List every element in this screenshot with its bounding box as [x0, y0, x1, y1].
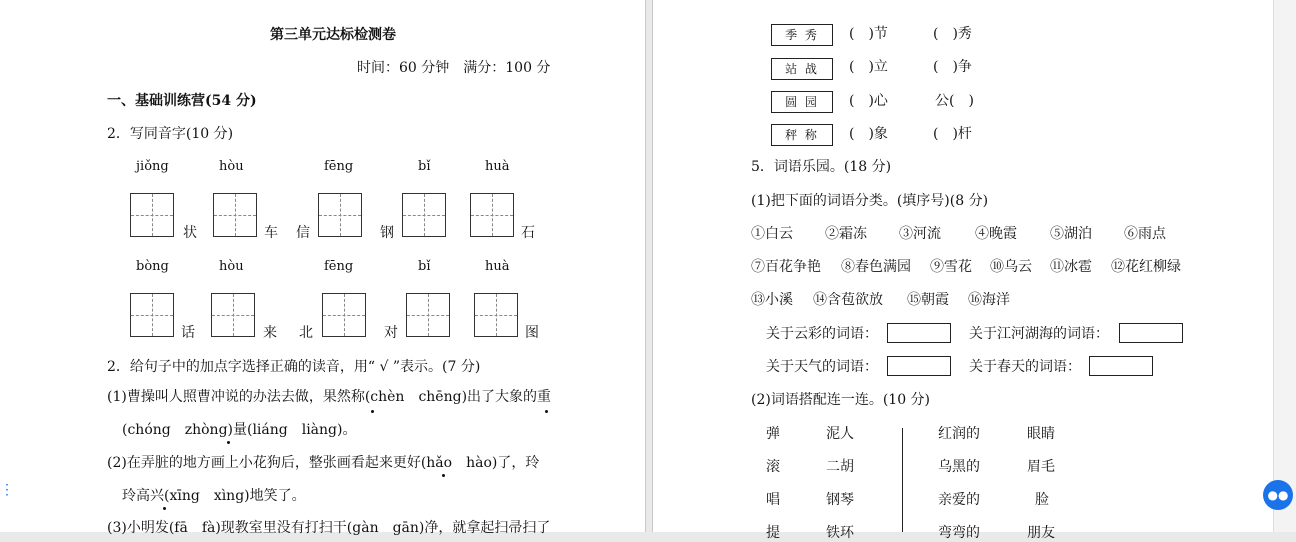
- match-item: 朋友: [1027, 525, 1055, 541]
- answer-box[interactable]: [887, 323, 951, 343]
- match-item: 泥人: [826, 426, 854, 442]
- writing-grid[interactable]: [322, 293, 366, 337]
- fill-blank[interactable]: ( )立: [849, 59, 888, 75]
- word-option: ⑪冰雹: [1050, 259, 1092, 275]
- char-pair-box: 季 秀: [771, 24, 833, 46]
- word-prefix: 钢: [380, 225, 394, 241]
- emphasis-dot: [227, 441, 230, 444]
- word-option: ②霜冻: [825, 226, 867, 242]
- char-pair-box: 站 战: [771, 58, 833, 80]
- answer-box[interactable]: [887, 356, 951, 376]
- writing-grid[interactable]: [470, 193, 514, 237]
- writing-grid[interactable]: [130, 293, 174, 337]
- side-panel-handle-icon[interactable]: ⋮: [0, 482, 14, 498]
- pinyin-label: hòu: [219, 259, 244, 274]
- word-option: ⑬小溪: [751, 292, 793, 308]
- word-option: ⑯海洋: [968, 292, 1010, 308]
- fill-blank[interactable]: ( )节: [849, 26, 888, 42]
- word-suffix: 状: [183, 225, 197, 241]
- fill-blank[interactable]: ( )争: [933, 59, 972, 75]
- word-prefix: 信: [296, 225, 310, 241]
- pinyin-label: jiǒng: [136, 159, 169, 174]
- section-heading: 一、基础训练营(54 分): [107, 93, 257, 109]
- word-option: ⑫花红柳绿: [1111, 259, 1181, 275]
- match-item: 提: [766, 525, 780, 541]
- writing-grid[interactable]: [474, 293, 518, 337]
- word-prefix: 北: [299, 325, 313, 341]
- match-item: 亲爱的: [938, 492, 980, 508]
- sentence-line: (chóng zhòng)量(liáng liàng)。: [122, 422, 357, 438]
- word-option: ③河流: [899, 226, 941, 242]
- word-option: ⑦百花争艳: [751, 259, 821, 275]
- match-item: 眼睛: [1027, 426, 1055, 442]
- pinyin-label: fēng: [324, 159, 354, 174]
- word-suffix: 来: [263, 325, 277, 341]
- word-option: ⑧春色满园: [841, 259, 911, 275]
- category-label: 关于云彩的词语：: [766, 326, 878, 342]
- question-heading: 2．写同音字(10 分): [107, 126, 234, 142]
- match-item: 铁环: [826, 525, 854, 541]
- scrollbar-track[interactable]: [1273, 0, 1296, 532]
- category-label: 关于江河湖海的词语：: [969, 326, 1109, 342]
- word-option: ①白云: [751, 226, 793, 242]
- emphasis-dot: [442, 474, 445, 477]
- word-option: ⑨雪花: [930, 259, 972, 275]
- pinyin-label: fēng: [324, 259, 354, 274]
- match-item: 弯弯的: [938, 525, 980, 541]
- emphasis-dot: [163, 507, 166, 510]
- fill-blank[interactable]: ( )象: [849, 126, 888, 142]
- fill-blank[interactable]: ( )杆: [933, 126, 972, 142]
- word-option: ⑩乌云: [990, 259, 1032, 275]
- pinyin-label: huà: [485, 259, 510, 274]
- writing-grid[interactable]: [318, 193, 362, 237]
- sub-question: (1)把下面的词语分类。(填序号)(8 分): [751, 193, 989, 209]
- sentence-line: (3)小明发(fā fà)现教室里没有打扫干(gàn gān)净，就拿起扫帚扫了: [107, 520, 551, 536]
- word-suffix: 石: [521, 225, 535, 241]
- answer-box[interactable]: [1119, 323, 1183, 343]
- pinyin-label: hòu: [219, 159, 244, 174]
- writing-grid[interactable]: [130, 193, 174, 237]
- pinyin-label: bǐ: [418, 159, 431, 174]
- writing-grid[interactable]: [406, 293, 450, 337]
- question-heading: 2．给句子中的加点字选择正确的读音，用“ √ ”表示。(7 分): [107, 359, 481, 375]
- column-divider: [902, 428, 903, 532]
- sub-question: (2)词语搭配连一连。(10 分): [751, 392, 931, 408]
- word-option: ⑮朝霞: [907, 292, 949, 308]
- pinyin-label: bǐ: [418, 259, 431, 274]
- word-option: ⑤湖泊: [1050, 226, 1092, 242]
- fill-blank[interactable]: ( )心: [849, 93, 888, 109]
- writing-grid[interactable]: [213, 193, 257, 237]
- fill-blank[interactable]: ( )秀: [933, 26, 972, 42]
- match-item: 二胡: [826, 459, 854, 475]
- match-item: 唱: [766, 492, 780, 508]
- word-suffix: 图: [525, 325, 539, 341]
- assistant-icon[interactable]: ●●: [1263, 480, 1293, 510]
- writing-grid[interactable]: [402, 193, 446, 237]
- time-score-info: 时间：60 分钟 满分：100 分: [357, 60, 551, 76]
- match-item: 红润的: [938, 426, 980, 442]
- pinyin-label: bòng: [136, 259, 169, 274]
- sentence-line: (1)曹操叫人照曹冲说的办法去做，果然称(chèn chēng)出了大象的重: [107, 389, 552, 405]
- category-label: 关于春天的词语：: [969, 359, 1081, 375]
- right-page: [652, 0, 1273, 541]
- word-option: ⑥雨点: [1124, 226, 1166, 242]
- writing-grid[interactable]: [211, 293, 255, 337]
- match-item: 钢琴: [826, 492, 854, 508]
- match-item: 弹: [766, 426, 780, 442]
- emphasis-dot: [371, 410, 374, 413]
- word-option: ④晚霞: [975, 226, 1017, 242]
- left-page: [0, 0, 646, 536]
- word-option: ⑭含苞欲放: [813, 292, 883, 308]
- sentence-line: 玲高兴(xīng xìng)地笑了。: [122, 488, 306, 504]
- emphasis-dot: [545, 410, 548, 413]
- fill-blank[interactable]: 公( ): [935, 93, 974, 109]
- char-pair-box: 圆 园: [771, 91, 833, 113]
- word-prefix: 对: [384, 325, 398, 341]
- answer-box[interactable]: [1089, 356, 1153, 376]
- category-label: 关于天气的词语：: [766, 359, 878, 375]
- question-heading: 5．词语乐园。(18 分): [751, 159, 892, 175]
- match-item: 脸: [1035, 492, 1049, 508]
- exam-title: 第三单元达标检测卷: [270, 27, 396, 43]
- pinyin-label: huà: [485, 159, 510, 174]
- match-item: 滚: [766, 459, 780, 475]
- sentence-line: (2)在弄脏的地方画上小花狗后，整张画看起来更好(hǎo hào)了，玲: [107, 455, 540, 471]
- word-suffix: 车: [264, 225, 278, 241]
- match-item: 眉毛: [1027, 459, 1055, 475]
- char-pair-box: 秤 称: [771, 124, 833, 146]
- word-suffix: 话: [181, 325, 195, 341]
- match-item: 乌黑的: [938, 459, 980, 475]
